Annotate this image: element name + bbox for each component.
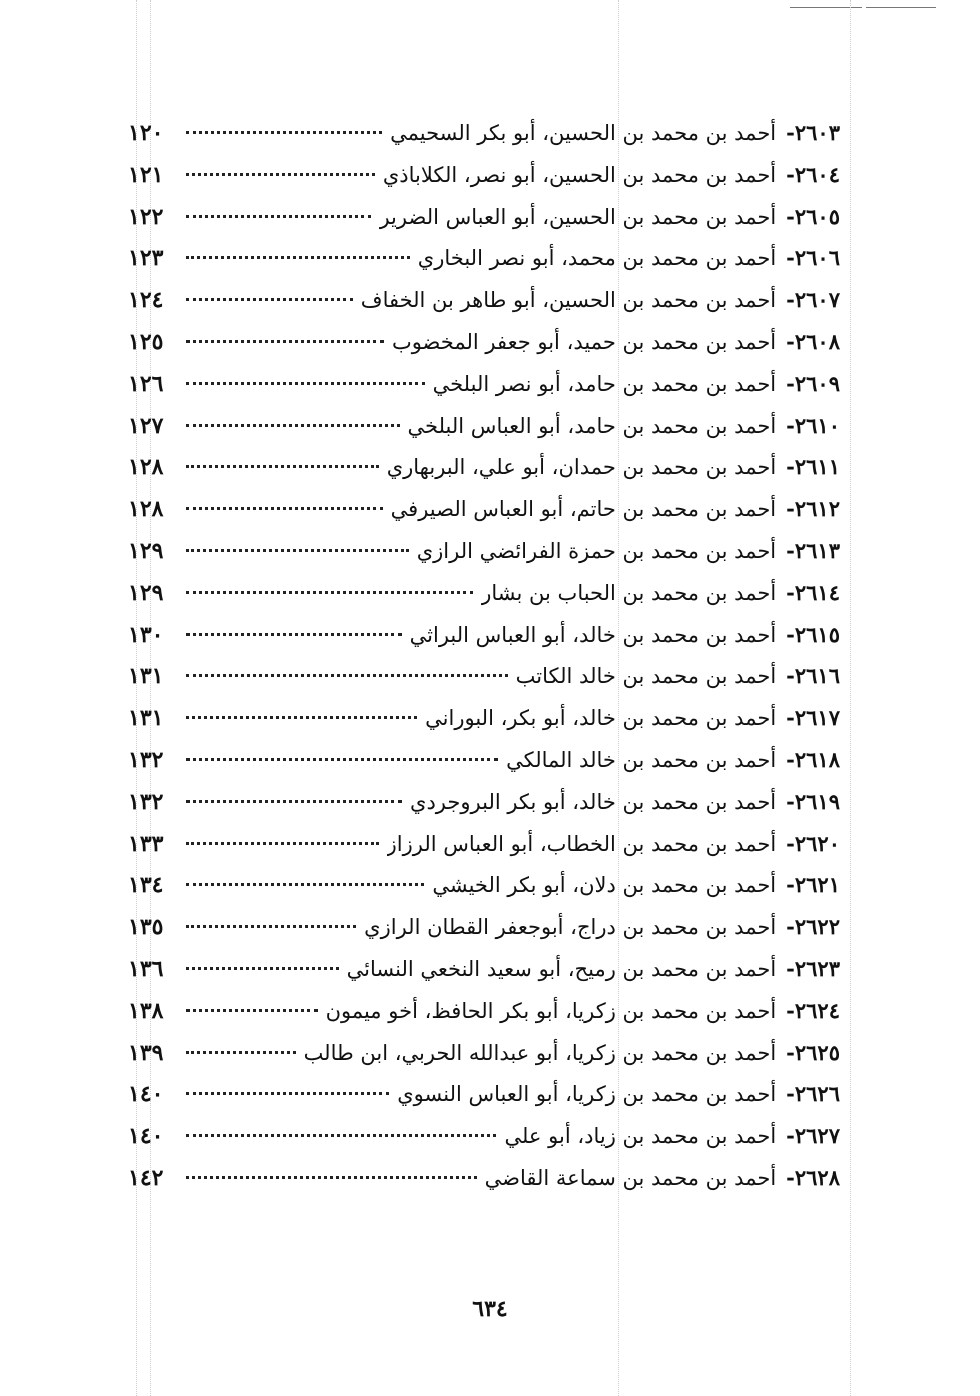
entry-number: ٢٦٢١- bbox=[786, 872, 840, 898]
entry-title: أحمد بن محمد بن زكريا، أبو بكر الحافظ، أخو ميمون bbox=[325, 998, 777, 1023]
dot-leader bbox=[186, 1176, 477, 1179]
entry-title: أحمد بن محمد بن حميد، أبو جعفر المخضوب bbox=[391, 329, 777, 354]
entry-title: أحمد بن محمد بن الحسين، أبو العباس الضرير bbox=[379, 204, 777, 229]
entry-title: أحمد بن محمد بن خالد المالكي bbox=[506, 747, 777, 772]
toc-entry bbox=[128, 655, 840, 697]
entry-number: ٢٦٢٥- bbox=[786, 1039, 840, 1065]
dot-leader bbox=[186, 800, 402, 803]
entry-number: ٢٦٠٥- bbox=[786, 203, 840, 229]
entry-page-number: ١٢٩ bbox=[128, 537, 164, 564]
page-number: ٦٣٤ bbox=[472, 1296, 508, 1322]
toc-entry bbox=[128, 196, 840, 238]
entry-number: ٢٦٠٣- bbox=[786, 120, 840, 145]
entry-page-number: ١٢٨ bbox=[128, 454, 164, 481]
entry-page-number: ١٤٠ bbox=[128, 1123, 164, 1150]
entry-page-number: ١٣٩ bbox=[128, 1039, 164, 1066]
entry-page-number: ١٣٢ bbox=[128, 788, 164, 815]
entry-page-number: ١٢٧ bbox=[128, 412, 164, 439]
toc-entry bbox=[128, 697, 840, 739]
entry-title: أحمد بن محمد بن حامد، أبو العباس البلخي bbox=[407, 413, 777, 438]
entry-number: ٢٦٢٣- bbox=[786, 955, 840, 981]
dot-leader bbox=[186, 340, 384, 343]
entry-number: ٢٦٢٦- bbox=[786, 1081, 840, 1107]
entry-number: ٢٦٢٠- bbox=[786, 830, 840, 856]
entry-title: أحمد بن محمد بن رميح، أبو سعيد النخعي النسائي bbox=[346, 956, 777, 981]
entry-title: أحمد بن محمد بن محمد، أبو نصر البخاري bbox=[417, 246, 777, 271]
entry-number: ٢٦١٩- bbox=[786, 788, 840, 814]
entry-title: أحمد بن محمد بن دراج، أبوجعفر القطان الرازي bbox=[364, 915, 777, 940]
entry-page-number: ١٢٤ bbox=[128, 287, 164, 314]
dot-leader bbox=[186, 1051, 296, 1054]
toc-entry bbox=[128, 1157, 840, 1199]
table-of-contents bbox=[128, 112, 840, 1199]
dot-leader bbox=[186, 424, 400, 427]
entry-title: أحمد بن محمد بن حامد، أبو نصر البلخي bbox=[432, 371, 777, 396]
dot-leader bbox=[186, 549, 409, 552]
toc-entry bbox=[128, 614, 840, 656]
toc-entry bbox=[128, 572, 840, 614]
toc-entry bbox=[128, 446, 840, 488]
dot-leader bbox=[186, 883, 424, 886]
dot-leader bbox=[186, 716, 417, 719]
entry-page-number: ١٣٢ bbox=[128, 746, 164, 773]
entry-page-number: ١٢١ bbox=[128, 161, 164, 188]
top-rule bbox=[866, 7, 936, 8]
toc-entry bbox=[128, 781, 840, 823]
entry-title: أحمد بن محمد بن حمزة الفرائضي الرازي bbox=[416, 538, 777, 563]
toc-entry bbox=[128, 948, 840, 990]
entry-number: ٢٦٢٧- bbox=[786, 1123, 840, 1149]
toc-entry bbox=[128, 1032, 840, 1074]
entry-title: أحمد بن محمد بن زكريا، أبو عبدالله الحربي، ابن طالب bbox=[303, 1040, 777, 1065]
dot-leader bbox=[186, 1009, 318, 1012]
toc-entry bbox=[128, 990, 840, 1032]
dot-leader bbox=[186, 507, 383, 510]
entry-number: ٢٦١٥- bbox=[786, 621, 840, 647]
entry-number: ٢٦٢٨- bbox=[786, 1164, 840, 1190]
entry-number: ٢٦١٢- bbox=[786, 496, 840, 522]
entry-page-number: ١٣٥ bbox=[128, 914, 164, 941]
entry-page-number: ١٤٢ bbox=[128, 1164, 164, 1191]
entry-number: ٢٦٠٤- bbox=[786, 161, 840, 187]
toc-entry bbox=[128, 488, 840, 530]
entry-number: ٢٦١٣- bbox=[786, 537, 840, 563]
entry-page-number: ١٣٣ bbox=[128, 830, 164, 857]
dot-leader bbox=[186, 256, 410, 259]
toc-entry bbox=[128, 530, 840, 572]
entry-number: ٢٦١٤- bbox=[786, 579, 840, 605]
dot-leader bbox=[186, 967, 339, 970]
entry-title: أحمد بن محمد بن زياد، أبو علي bbox=[504, 1124, 777, 1149]
dot-leader bbox=[186, 215, 371, 218]
entry-number: ٢٦١٦- bbox=[786, 663, 840, 689]
entry-number: ٢٦٠٩- bbox=[786, 370, 840, 396]
entry-title: أحمد بن محمد بن الحباب بن بشار bbox=[481, 580, 777, 605]
entry-number: ٢٦٠٦- bbox=[786, 245, 840, 271]
toc-entry bbox=[128, 279, 840, 321]
entry-page-number: ١٢٥ bbox=[128, 328, 164, 355]
toc-entry bbox=[128, 321, 840, 363]
entry-title: أحمد بن محمد بن دلان، أبو بكر الخيشي bbox=[432, 873, 777, 898]
entry-title: أحمد بن محمد بن الحسين، أبو طاهر بن الخفاف bbox=[360, 288, 777, 313]
entry-number: ٢٦١١- bbox=[786, 454, 840, 480]
dot-leader bbox=[186, 591, 473, 594]
entry-number: ٢٦٠٧- bbox=[786, 287, 840, 313]
toc-entry bbox=[128, 1073, 840, 1115]
entry-title: أحمد بن محمد بن زكريا، أبو العباس النسوي bbox=[397, 1082, 777, 1107]
dot-leader bbox=[186, 925, 356, 928]
entry-title: أحمد بن محمد بن سماعة القاضي bbox=[484, 1165, 777, 1190]
entry-title: أحمد بن محمد بن الحسين، أبو بكر السحيمي bbox=[390, 121, 777, 145]
entry-page-number: ١٣١ bbox=[128, 663, 164, 690]
toc-entry bbox=[128, 1115, 840, 1157]
entry-page-number: ١٢٨ bbox=[128, 496, 164, 523]
toc-entry bbox=[128, 112, 840, 154]
dot-leader bbox=[186, 674, 508, 677]
dot-leader bbox=[186, 842, 379, 845]
toc-entry bbox=[128, 739, 840, 781]
toc-entry bbox=[128, 237, 840, 279]
dot-leader bbox=[186, 298, 353, 301]
toc-entry bbox=[128, 405, 840, 447]
entry-page-number: ١٢٦ bbox=[128, 370, 164, 397]
entry-title: أحمد بن محمد بن خالد الكاتب bbox=[515, 664, 777, 689]
entry-page-number: ١٣٦ bbox=[128, 955, 164, 982]
entry-title: أحمد بن محمد بن خالد، أبو بكر البروجردي bbox=[410, 789, 777, 814]
toc-entry bbox=[128, 823, 840, 865]
entry-page-number: ١٣٠ bbox=[128, 621, 164, 648]
entry-page-number: ١٣٨ bbox=[128, 997, 164, 1024]
entry-number: ٢٦١٨- bbox=[786, 746, 840, 772]
scan-margin-line bbox=[850, 0, 851, 1396]
dot-leader bbox=[186, 131, 382, 134]
dot-leader bbox=[186, 633, 402, 636]
dot-leader bbox=[186, 758, 498, 761]
top-rule bbox=[790, 7, 862, 8]
dot-leader bbox=[186, 173, 375, 176]
entry-page-number: ١٢٢ bbox=[128, 203, 164, 230]
dot-leader bbox=[186, 1092, 389, 1095]
entry-number: ٢٦١٧- bbox=[786, 705, 840, 731]
entry-number: ٢٦٠٨- bbox=[786, 328, 840, 354]
entry-title: أحمد بن محمد بن حاتم، أبو العباس الصيرفي bbox=[390, 497, 777, 522]
entry-page-number: ١٣٤ bbox=[128, 872, 164, 899]
dot-leader bbox=[186, 382, 425, 385]
entry-title: أحمد بن محمد بن خالد، أبو العباس البراثي bbox=[409, 622, 777, 647]
toc-entry bbox=[128, 363, 840, 405]
toc-entry bbox=[128, 906, 840, 948]
dot-leader bbox=[186, 465, 379, 468]
entry-page-number: ١٢٩ bbox=[128, 579, 164, 606]
entry-page-number: ١٣١ bbox=[128, 705, 164, 732]
toc-entry bbox=[128, 864, 840, 906]
entry-page-number: ١٢٣ bbox=[128, 245, 164, 272]
entry-title: أحمد بن محمد بن خالد، أبو بكر، البوراني bbox=[425, 706, 777, 731]
dot-leader bbox=[186, 1134, 496, 1137]
entry-title: أحمد بن محمد بن حمدان، أبو علي، البربهاري bbox=[386, 455, 777, 480]
toc-entry bbox=[128, 154, 840, 196]
entry-title: أحمد بن محمد بن الخطاب، أبو العباس الرزاز bbox=[386, 831, 777, 856]
entry-title: أحمد بن محمد بن الحسين، أبو نصر، الكلاباذي bbox=[382, 162, 777, 187]
entry-number: ٢٦٢٤- bbox=[786, 997, 840, 1023]
entry-page-number: ١٤٠ bbox=[128, 1081, 164, 1108]
entry-page-number: ١٢٠ bbox=[128, 120, 164, 146]
entry-number: ٢٦٢٢- bbox=[786, 914, 840, 940]
entry-number: ٢٦١٠- bbox=[786, 412, 840, 438]
